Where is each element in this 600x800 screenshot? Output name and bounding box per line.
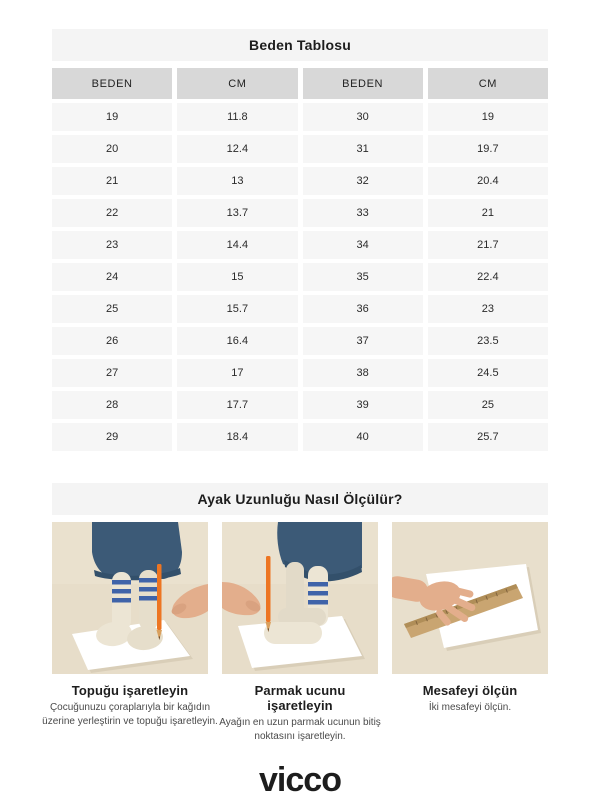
table-cell: 22.4 [428,263,548,291]
table-cell: 22 [52,199,172,227]
measure-steps [42,522,548,744]
size-table [52,68,548,451]
pencil [157,564,163,640]
table-cell: 16.4 [177,327,297,355]
step-measure [392,522,548,744]
table-cell: 38 [303,359,423,387]
column-header-beden-left: BEDEN [52,68,172,99]
table-cell: 18.4 [177,423,297,451]
table-cell: 35 [303,263,423,291]
step-description: İki mesafeyi ölçün. [428,702,512,713]
table-cell: 12.4 [177,135,297,163]
table-cell: 23.5 [428,327,548,355]
measure-title-bar [52,483,548,515]
table-cell: 25 [52,295,172,323]
table-cell: 25.7 [428,423,548,451]
table-cell: 15.7 [177,295,297,323]
table-cell: 23 [428,295,548,323]
table-cell: 20 [52,135,172,163]
table-cell: 31 [303,135,423,163]
table-cell: 14.4 [177,231,297,259]
column-header-cm-left: CM [177,68,297,99]
step-heading: Topuğu işaretleyin [71,683,189,698]
table-cell: 26 [52,327,172,355]
step-description: Ayağın en uzun parmak ucunun bitiş noktasını işaretleyin. [219,717,381,743]
table-cell: 11.8 [177,103,297,131]
step-description: Çocuğunuzu çoraplarıyla bir kağıdın üzerine yerleştirin ve topuğu işaretleyin. [42,702,218,728]
table-cell: 36 [303,295,423,323]
table-cell: 15 [177,263,297,291]
vicco-logo: vicco [259,761,341,800]
table-cell: 24 [52,263,172,291]
step-heading: Parmak ucunu işaretleyin [254,683,346,713]
table-cell: 13.7 [177,199,297,227]
table-cell: 25 [428,391,548,419]
table-cell: 17 [177,359,297,387]
table-cell: 40 [303,423,423,451]
table-cell: 21.7 [428,231,548,259]
table-cell: 39 [303,391,423,419]
mark-heel-photo [52,522,208,674]
table-cell: 17.7 [177,391,297,419]
table-cell: 33 [303,199,423,227]
pencil [266,556,272,632]
table-cell: 28 [52,391,172,419]
brand-footer [52,761,548,800]
sock-stripes [308,582,328,605]
table-cell: 27 [52,359,172,387]
table-cell: 32 [303,167,423,195]
table-cell: 19.7 [428,135,548,163]
table-cell: 21 [52,167,172,195]
measure-distance-photo [392,522,548,674]
table-cell: 19 [52,103,172,131]
step-mark-heel [42,522,218,744]
table-cell: 24.5 [428,359,548,387]
table-title-bar [52,29,548,61]
table-cell: 13 [177,167,297,195]
table-cell: 29 [52,423,172,451]
column-header-cm-right: CM [428,68,548,99]
page-title: Beden Tablosu [249,37,351,53]
table-cell: 23 [52,231,172,259]
table-cell: 30 [303,103,423,131]
section-title: Ayak Uzunluğu Nasıl Ölçülür? [197,491,403,507]
mark-toe-photo [222,522,378,674]
table-cell: 19 [428,103,548,131]
column-header-beden-right: BEDEN [303,68,423,99]
table-cell: 20.4 [428,167,548,195]
table-cell: 21 [428,199,548,227]
step-mark-toe [219,522,381,744]
step-heading: Mesafeyi ölçün [422,683,518,698]
table-cell: 34 [303,231,423,259]
table-cell: 37 [303,327,423,355]
jeans-legs [92,522,182,580]
